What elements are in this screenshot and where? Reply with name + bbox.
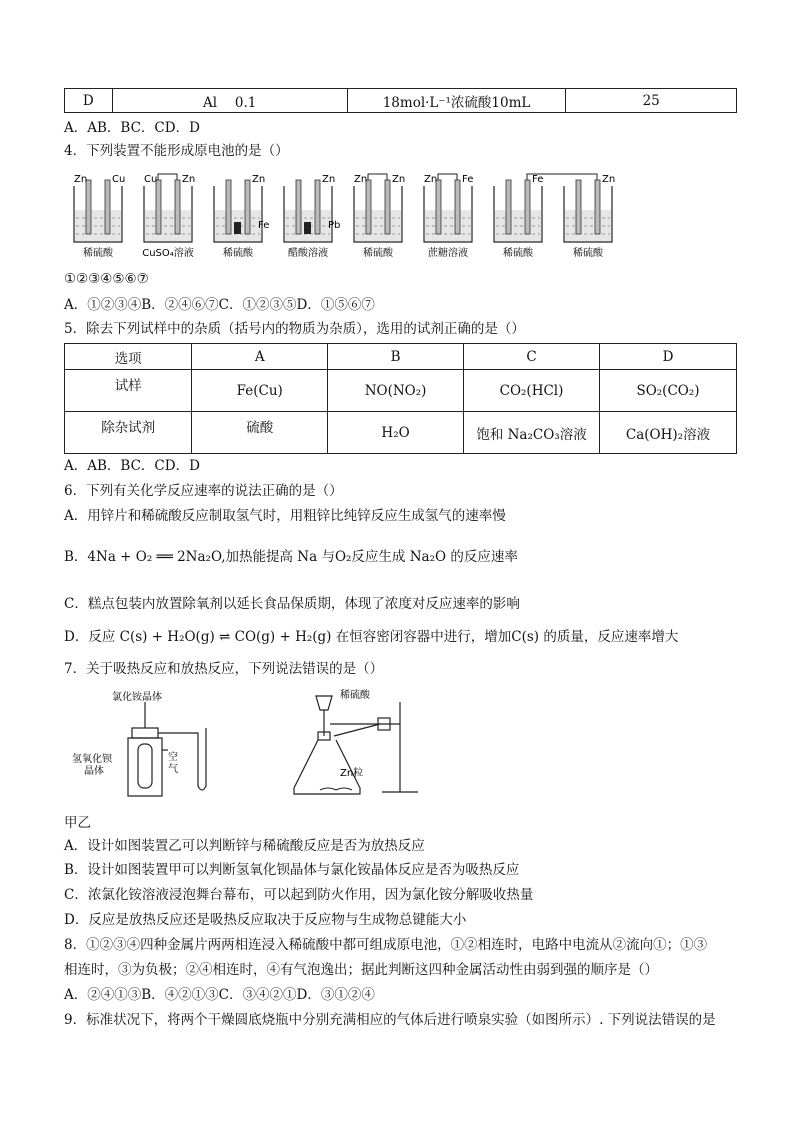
solution-label: 蔗糖溶液 [428, 248, 468, 259]
q8-options: A．②④①③B．④②①③C．③④②①D．③①②④ [64, 987, 375, 1003]
electrode-label: Zn [354, 174, 368, 185]
label-air: 空 [168, 752, 178, 763]
q5-options: A．AB．BC．CD．D [64, 458, 200, 474]
label-zn: Zn粒 [340, 768, 364, 779]
q4-figure [70, 172, 640, 264]
label-baoh2: 晶体 [84, 766, 104, 777]
electrode-label: Zn [182, 174, 196, 185]
q3-options: A．AB．BC．CD．D [64, 120, 200, 136]
electrode-label: Zn [602, 174, 616, 185]
table-cell: 除杂试剂 [65, 412, 192, 454]
solution-label: CuSO₄溶液 [142, 248, 194, 259]
apparatus-jia [128, 702, 206, 796]
q5-table [64, 343, 737, 454]
table-cell: CO₂(HCl) [464, 370, 600, 412]
q7-option-b: B．设计如图装置甲可以判断氢氧化钡晶体与氯化铵晶体反应是否为吸热反应 [64, 862, 520, 878]
beaker-device [74, 174, 125, 259]
q7-option-a: A．设计如图装置乙可以判断锌与稀硫酸反应是否为放热反应 [64, 838, 425, 854]
table-cell: H₂O [328, 412, 464, 454]
table-cell: Al 0.1 [112, 89, 347, 113]
electrode-label: Zn [424, 174, 438, 185]
apparatus-yi [294, 696, 418, 794]
electrode-label: Zn [252, 174, 266, 185]
table-header: B [328, 344, 464, 370]
beaker-device [424, 174, 473, 259]
solution-label: 稀硫酸 [503, 248, 533, 259]
solution-label: 稀硫酸 [83, 248, 113, 259]
q7-figure-caption: 甲乙 [64, 815, 91, 831]
table-cell: 试样 [65, 370, 192, 412]
label-baoh: 氢氧化钡 [72, 754, 112, 765]
electrode-label: Fe [532, 174, 544, 185]
beaker-device [494, 174, 543, 259]
top-table [64, 88, 737, 113]
table-header: C [464, 344, 600, 370]
solution-label: 稀硫酸 [363, 248, 393, 259]
label-nh4cl: 氯化铵晶体 [112, 692, 162, 703]
table-cell: D [65, 89, 113, 113]
beaker-device [214, 174, 269, 259]
table-cell: 硫酸 [192, 412, 328, 454]
q6-stem: 6．下列有关化学反应速率的说法正确的是（） [64, 483, 343, 499]
q4-options: A．①②③④B．②④⑥⑦C．①②③⑤D．①⑤⑥⑦ [64, 297, 375, 313]
table-header: A [192, 344, 328, 370]
electrode-label: Fe [462, 174, 474, 185]
electrode-label: Zn [322, 174, 336, 185]
q6-option-c: C．糕点包装内放置除氧剂以延长食品保质期，体现了浓度对反应速率的影响 [64, 596, 520, 612]
q9-line1: 9．标准状况下，将两个干燥圆底烧瓶中分别充满相应的气体后进行喷泉实验（如图所示）. 下列说法错误的是 [64, 1012, 716, 1028]
table-cell: 18mol·L⁻¹浓硫酸10mL [347, 89, 566, 113]
table-cell: SO₂(CO₂) [600, 370, 737, 412]
electrode-label: Fe [258, 220, 270, 231]
table-cell: Fe(Cu) [192, 370, 328, 412]
q4-labels: ①②③④⑤⑥⑦ [64, 271, 149, 287]
label-air2: 气 [168, 764, 178, 775]
q6-option-b: B．4Na + O₂ ══ 2Na₂O,加热能提高 Na 与O₂反应生成 Na₂O 的反应速率 [64, 549, 518, 565]
electrode-label: Zn [74, 174, 88, 185]
table-cell: 饱和 Na₂CO₃溶液 [464, 412, 600, 454]
table-header: 选项 [65, 344, 192, 370]
table-cell: NO(NO₂) [328, 370, 464, 412]
q5-stem: 5．除去下列试样中的杂质（括号内的物质为杂质），选用的试剂正确的是（） [64, 321, 525, 337]
q7-stem: 7．关于吸热反应和放热反应，下列说法错误的是（） [64, 661, 384, 677]
q8-line1: 8．①②③④四种金属片两两相连浸入稀硫酸中都可组成原电池，①②相连时，电路中电流从②流向①；①③ [64, 937, 708, 953]
q8-line2: 相连时，③为负极；②④相连时，④有气泡逸出；据此判断这四种金属活动性由弱到强的顺序是（） [64, 962, 658, 978]
electrode-label: Pb [328, 220, 341, 231]
table-cell: Ca(OH)₂溶液 [600, 412, 737, 454]
table-header: D [600, 344, 737, 370]
q6-option-a: A．用锌片和稀硫酸反应制取氢气时，用粗锌比纯锌反应生成氢气的速率慢 [64, 508, 506, 524]
solution-label: 稀硫酸 [223, 248, 253, 259]
q6-option-d: D．反应 C(s) + H₂O(g) ⇌ CO(g) + H₂(g) 在恒容密闭容器中进行，增加C(s) 的质量，反应速率增大 [64, 629, 679, 645]
q7-option-d: D．反应是放热反应还是吸热反应取决于反应物与生成物总键能大小 [64, 912, 467, 928]
electrode-label: Cu [112, 174, 126, 185]
solution-label: 醋酸溶液 [288, 248, 328, 259]
beaker-device [142, 174, 195, 259]
beaker-device [354, 174, 405, 259]
q4-stem: 4．下列装置不能形成原电池的是（） [64, 143, 289, 159]
electrode-label: Cu [144, 174, 158, 185]
beaker-device [564, 174, 615, 259]
table-cell: 25 [566, 89, 737, 113]
q7-option-c: C．浓氯化铵溶液浸泡舞台幕布，可以起到防火作用，因为氯化铵分解吸收热量 [64, 887, 534, 903]
label-acid: 稀硫酸 [340, 690, 370, 701]
electrode-label: Zn [392, 174, 406, 185]
q7-figure [70, 688, 450, 806]
solution-label: 稀硫酸 [573, 248, 603, 259]
beaker-device [284, 174, 340, 259]
